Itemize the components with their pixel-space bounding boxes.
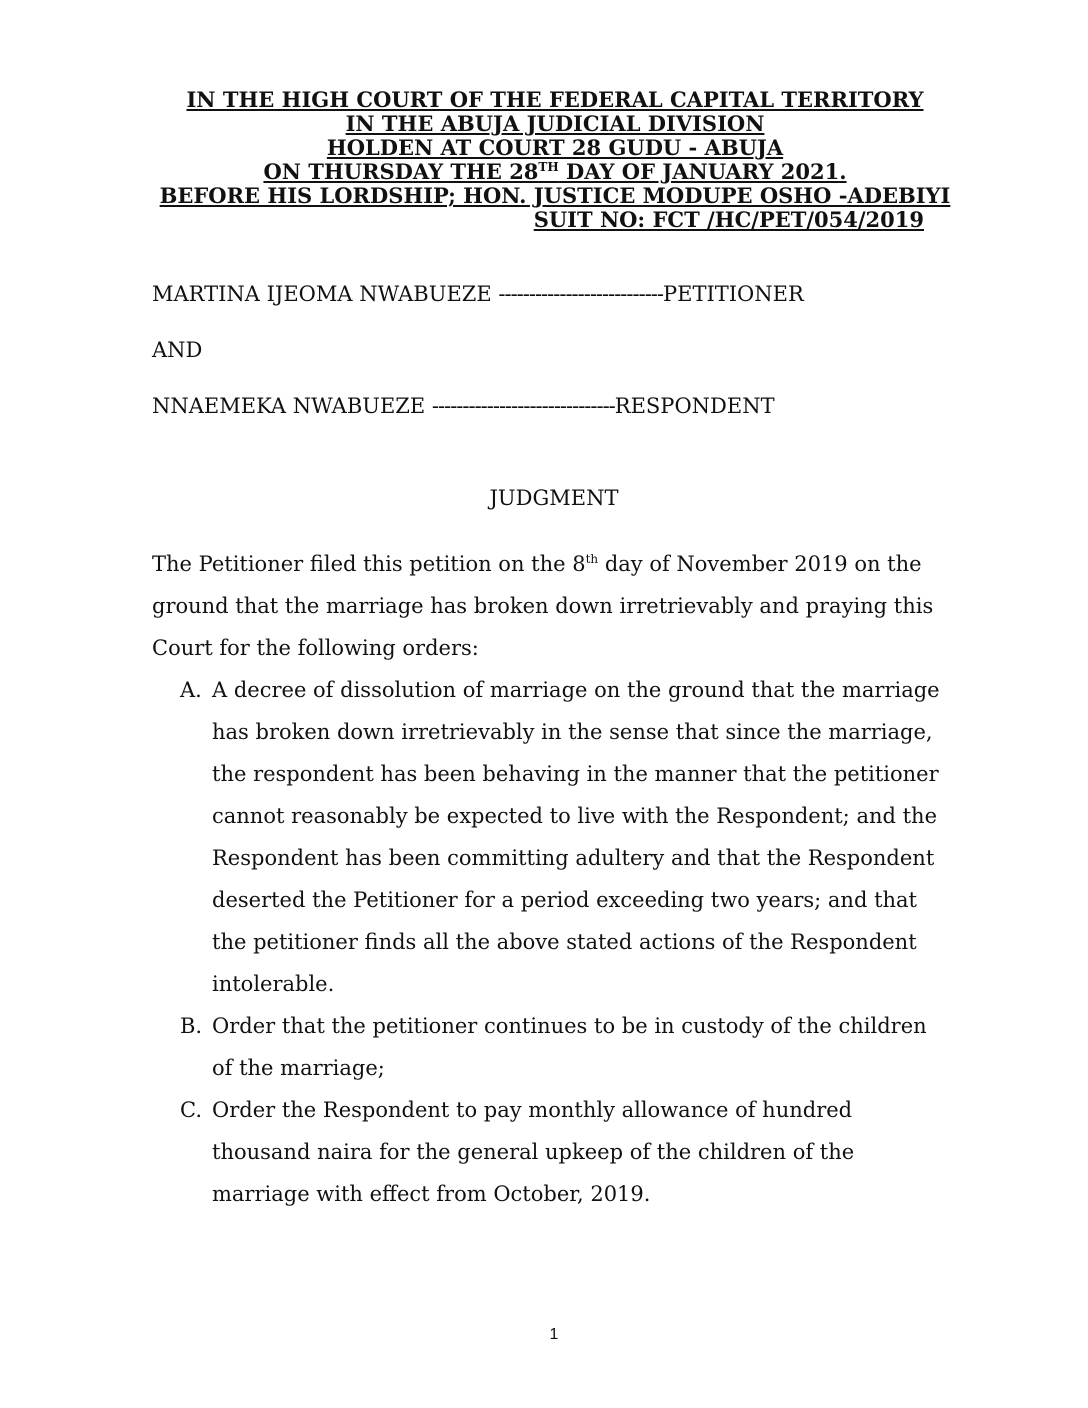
petitioner-name: MARTINA IJEOMA NWABUEZE — [152, 282, 492, 306]
order-letter: B. — [180, 1014, 203, 1038]
header-holden-line: HOLDEN AT COURT 28 GUDU - ABUJA — [326, 135, 784, 160]
order-item-b — [152, 1005, 952, 1089]
order-text: A decree of dissolution of marriage on the ground that the marriage has broken down irretrievably in the sense that since the marriage, the respondent has been behaving in the manner that the petitioner cannot reasonably be expected to live with the Respondent; and the Respondent has been committing adultery and that the Respondent deserted the Petitioner for a period exceeding two years; and that the petitioner finds all the above stated actions of the Respondent intolerable. — [212, 678, 940, 996]
header-date-ordinal: TH — [538, 160, 559, 174]
respondent-line — [152, 394, 775, 418]
order-text: Order the Respondent to pay monthly allowance of hundred thousand naira for the general upkeep of the children of the marriage with effect from October, 2019. — [212, 1098, 855, 1206]
header-court-line: IN THE HIGH COURT OF THE FEDERAL CAPITAL TERRITORY — [186, 87, 924, 112]
order-letter: A. — [180, 678, 202, 702]
header-judge-line: BEFORE HIS LORDSHIP; HON. JUSTICE MODUPE OSHO -ADEBIYI — [159, 183, 951, 208]
intro-prefix: The Petitioner filed this petition on the 8 — [152, 552, 586, 576]
orders-list — [152, 669, 952, 1215]
header-date-prefix: ON THURSDAY THE 28 — [263, 159, 539, 184]
document-title: JUDGMENT — [489, 486, 619, 510]
order-item-c — [152, 1089, 952, 1215]
respondent-dashes: ------------------------------ — [431, 394, 615, 418]
order-letter: C. — [180, 1098, 202, 1122]
suit-number: SUIT NO: FCT /HC/PET/054/2019 — [533, 207, 924, 232]
petitioner-role: PETITIONER — [662, 282, 804, 306]
header-date-line — [150, 160, 960, 184]
court-header — [150, 88, 960, 232]
header-date-suffix: DAY OF JANUARY 2021. — [558, 159, 847, 184]
conjunction: AND — [152, 338, 203, 362]
judgment-body — [152, 543, 952, 1215]
order-item-a — [152, 669, 952, 1005]
intro-ordinal: th — [585, 552, 599, 566]
header-division-line: IN THE ABUJA JUDICIAL DIVISION — [345, 111, 765, 136]
respondent-role: RESPONDENT — [614, 394, 775, 418]
page-number: 1 — [549, 1326, 559, 1343]
petitioner-dashes: --------------------------- — [498, 282, 663, 306]
petitioner-line — [152, 282, 804, 306]
order-text: Order that the petitioner continues to be in custody of the children of the marriage; — [212, 1014, 927, 1080]
respondent-name: NNAEMEKA NWABUEZE — [152, 394, 426, 418]
intro-paragraph — [152, 543, 952, 669]
intro-suffix: day of November 2019 on the ground that the marriage has broken down irretrievably and praying this Court for the following orders: — [152, 552, 934, 660]
